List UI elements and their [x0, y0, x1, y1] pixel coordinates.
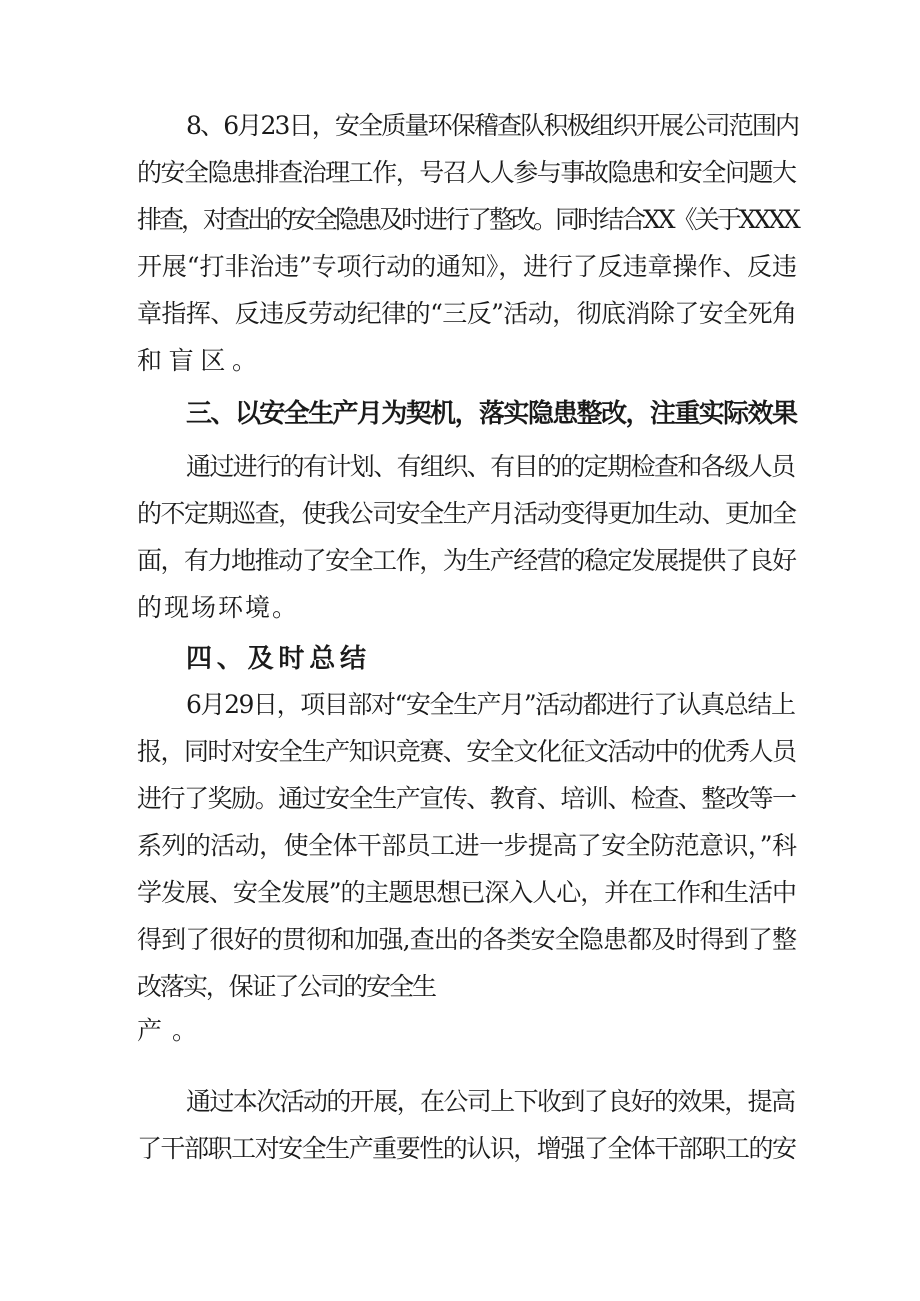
section-3-line-2: 的不定期巡查，使我公司安全生产月活动变得更加生动、更加全 [137, 499, 796, 528]
section-3-line-1: 通过进行的有计划、有组织、有目的的定期检查和各级人员 [186, 452, 795, 481]
section-3-line-3: 面，有力地推动了安全工作，为生产经营的稳定发展提供了良好 [137, 546, 796, 575]
item-8-line-6: 和盲区。 [137, 346, 264, 375]
item-8-line-4: 开展“打非治违”专项行动的通知》，进行了反违章操作、反违 [137, 252, 797, 281]
section-3-line-4: 的现场环境。 [137, 593, 299, 622]
section-4-line-5: 学发展、安全发展”的主题思想已深入人心，并在工作和生活中 [137, 878, 796, 907]
item-8-line-3: 排查，对查出的安全隐患及时进行了整改。同时结合XX《关于XXXX [137, 205, 798, 234]
item-8-line-1: 8、6月23日，安全质量环保稽查队积极组织开展公司范围内 [186, 111, 799, 140]
section-4-heading: 四、及时总结 [186, 644, 371, 674]
section-4-line-8: 产。 [137, 1016, 207, 1045]
section-4-line-4: 系列的活动，使全体干部员工进一步提高了安全防范意识，”科 [137, 831, 797, 860]
section-3-heading: 三、以安全生产月为契机，落实隐患整改，注重实际效果 [186, 399, 797, 429]
item-8-line-2: 的安全隐患排查治理工作，号召人人参与事故隐患和安全问题大 [137, 158, 796, 187]
conclusion-line-2: 了干部职工对安全生产重要性的认识，增强了全体干部职工的安 [137, 1134, 796, 1163]
section-4-line-6: 得到了很好的贯彻和加强,查出的各类安全隐患都及时得到了整 [137, 925, 797, 954]
section-4-line-1: 6月29日，项目部对“安全生产月”活动都进行了认真总结上 [186, 690, 795, 719]
section-4-line-2: 报，同时对安全生产知识竞赛、安全文化征文活动中的优秀人员 [137, 737, 796, 766]
section-4-line-3: 进行了奖励。通过安全生产宣传、教育、培训、检查、整改等一 [137, 784, 796, 813]
item-8-line-5: 章指挥、反违反劳动纪律的“三反”活动，彻底消除了安全死角 [137, 299, 797, 328]
conclusion-line-1: 通过本次活动的开展，在公司上下收到了良好的效果，提高 [186, 1087, 795, 1116]
section-4-line-7: 改落实，保证了公司的安全生 [137, 972, 435, 1001]
